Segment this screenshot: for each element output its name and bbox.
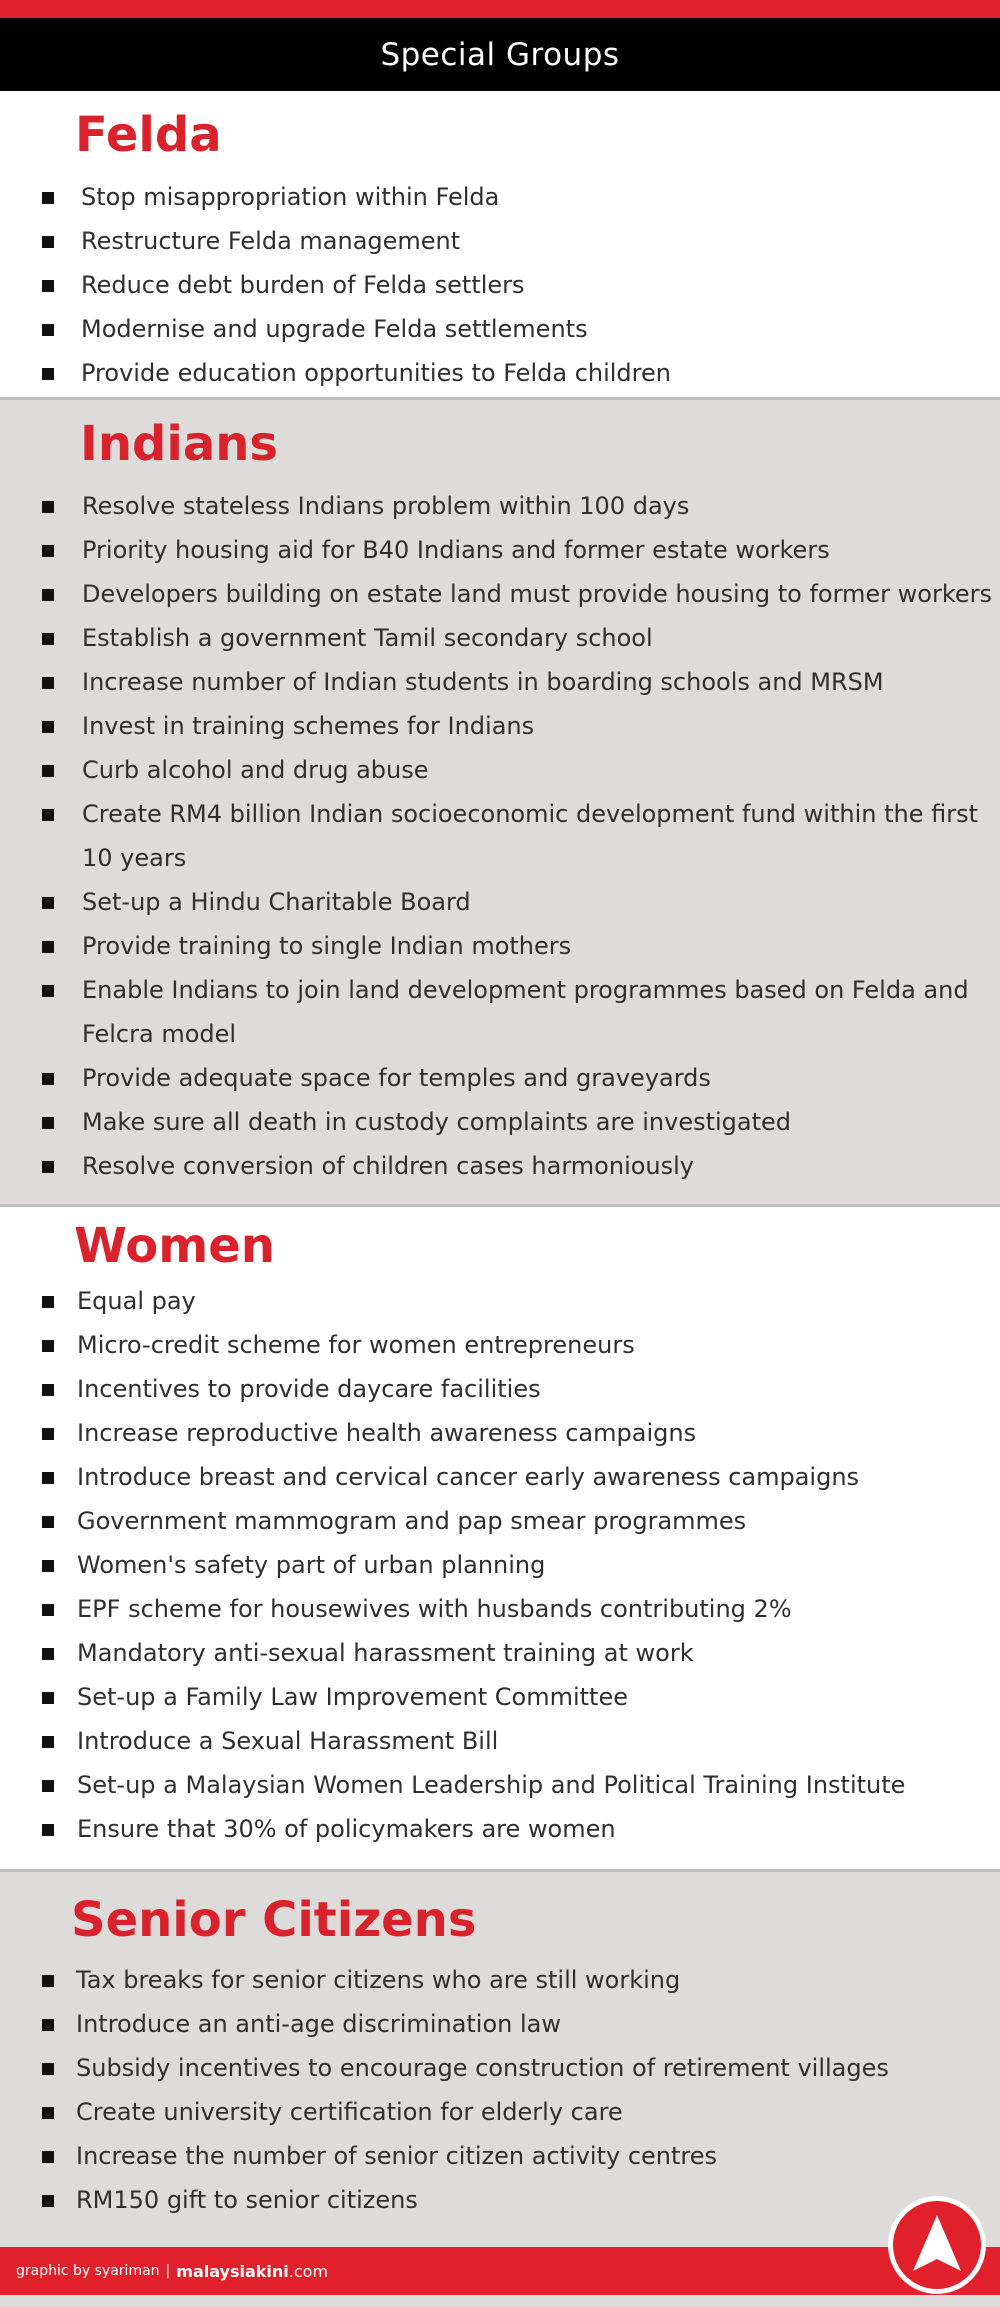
list-item: Ensure that 30% of policymakers are women (42, 1807, 905, 1851)
women-list (42, 1279, 905, 1851)
list-item: Modernise and upgrade Felda settlements (42, 307, 671, 351)
bullet-icon (42, 1161, 54, 1173)
list-item: Enable Indians to join land development programmes based on Felda and (42, 968, 992, 1012)
section-title-women: Women (74, 1218, 275, 1274)
footer-separator: | (165, 2263, 171, 2279)
bullet-icon (42, 1824, 54, 1836)
list-item: Developers building on estate land must provide housing to former workers (42, 572, 992, 616)
senior-citizens-list (42, 1958, 889, 2222)
list-item: Increase the number of senior citizen activity centres (42, 2134, 889, 2178)
bullet-icon (42, 2107, 54, 2119)
list-item: Resolve conversion of children cases harmoniously (42, 1144, 992, 1188)
section-title-senior-citizens: Senior Citizens (71, 1892, 477, 1948)
list-item: Provide adequate space for temples and graveyards (42, 1056, 992, 1100)
bullet-icon (42, 765, 54, 777)
list-item: Set-up a Family Law Improvement Committee (42, 1675, 905, 1719)
bullet-icon (42, 1692, 54, 1704)
arrow-icon (893, 2201, 981, 2289)
bullet-icon (42, 1780, 54, 1792)
bullet-icon (42, 1117, 54, 1129)
indians-list (42, 484, 992, 1188)
section-senior-citizens (0, 1872, 1000, 2247)
list-item-continuation: Felcra model (82, 1020, 237, 1048)
bullet-icon (42, 721, 54, 733)
bullet-icon (42, 589, 54, 601)
top-accent-bar (0, 0, 1000, 18)
list-item: Increase number of Indian students in boarding schools and MRSM (42, 660, 992, 704)
bullet-icon (42, 1604, 54, 1616)
section-women (0, 1207, 1000, 1869)
bullet-icon (42, 1560, 54, 1572)
list-item: Provide education opportunities to Felda children (42, 351, 671, 395)
bullet-icon (42, 1736, 54, 1748)
bullet-icon (42, 1648, 54, 1660)
bullet-icon (42, 985, 54, 997)
bullet-icon (42, 941, 54, 953)
list-item: Equal pay (42, 1279, 905, 1323)
bullet-icon (42, 1073, 54, 1085)
footer-brand: malaysiakini (176, 2261, 289, 2281)
list-item-continuation: 10 years (82, 844, 187, 872)
bullet-icon (42, 2019, 54, 2031)
bullet-icon (42, 1384, 54, 1396)
list-item: Priority housing aid for B40 Indians and former estate workers (42, 528, 992, 572)
section-felda (0, 91, 1000, 397)
list-item: Establish a government Tamil secondary school (42, 616, 992, 660)
felda-list (42, 175, 671, 395)
bullet-icon (42, 677, 54, 689)
list-item: Subsidy incentives to encourage construction of retirement villages (42, 2046, 889, 2090)
list-item: Reduce debt burden of Felda settlers (42, 263, 671, 307)
list-item: EPF scheme for housewives with husbands contributing 2% (42, 1587, 905, 1631)
list-item: Stop misappropriation within Felda (42, 175, 671, 219)
bullet-icon (42, 1975, 54, 1987)
bullet-icon (42, 1428, 54, 1440)
bullet-icon (42, 2195, 54, 2207)
bullet-icon (42, 324, 54, 336)
bullet-icon (42, 1296, 54, 1308)
bullet-icon (42, 2151, 54, 2163)
list-item: Introduce a Sexual Harassment Bill (42, 1719, 905, 1763)
bullet-icon (42, 633, 54, 645)
list-item: Invest in training schemes for Indians (42, 704, 992, 748)
bullet-icon (42, 809, 54, 821)
section-indians (0, 400, 1000, 1204)
bullet-icon (42, 897, 54, 909)
bullet-icon (42, 192, 54, 204)
list-item: Introduce breast and cervical cancer early awareness campaigns (42, 1455, 905, 1499)
upward-arrow-logo-icon (888, 2196, 986, 2294)
list-item: Resolve stateless Indians problem within 100 days (42, 484, 992, 528)
list-item: Create university certification for elderly care (42, 2090, 889, 2134)
list-item: Women's safety part of urban planning (42, 1543, 905, 1587)
bullet-icon (42, 501, 54, 513)
bullet-icon (42, 1340, 54, 1352)
bullet-icon (42, 545, 54, 557)
footer-brand-domain: .com (288, 2261, 329, 2281)
list-item: Micro-credit scheme for women entrepreneurs (42, 1323, 905, 1367)
bullet-icon (42, 1516, 54, 1528)
header-bar (0, 18, 1000, 91)
list-item: Government mammogram and pap smear programmes (42, 1499, 905, 1543)
list-item: Increase reproductive health awareness campaigns (42, 1411, 905, 1455)
footer-bar (0, 2247, 1000, 2295)
bullet-icon (42, 368, 54, 380)
bullet-icon (42, 2063, 54, 2075)
bullet-icon (42, 1472, 54, 1484)
footer-credit: graphic by syariman (16, 2263, 160, 2279)
list-item: Set-up a Malaysian Women Leadership and Political Training Institute (42, 1763, 905, 1807)
list-item: Mandatory anti-sexual harassment training at work (42, 1631, 905, 1675)
list-item: Provide training to single Indian mothers (42, 924, 992, 968)
list-item: Create RM4 billion Indian socioeconomic development fund within the first (42, 792, 992, 836)
list-item: RM150 gift to senior citizens (42, 2178, 889, 2222)
section-title-felda: Felda (75, 107, 222, 163)
list-item: Incentives to provide daycare facilities (42, 1367, 905, 1411)
list-item: Make sure all death in custody complaints are investigated (42, 1100, 992, 1144)
list-item: Tax breaks for senior citizens who are still working (42, 1958, 889, 2002)
bottom-strip (0, 2295, 1000, 2307)
list-item: Set-up a Hindu Charitable Board (42, 880, 992, 924)
section-title-indians: Indians (80, 416, 278, 472)
bullet-icon (42, 280, 54, 292)
page-title: Special Groups (380, 36, 620, 73)
bullet-icon (42, 236, 54, 248)
list-item: Curb alcohol and drug abuse (42, 748, 992, 792)
list-item: Introduce an anti-age discrimination law (42, 2002, 889, 2046)
list-item: Restructure Felda management (42, 219, 671, 263)
